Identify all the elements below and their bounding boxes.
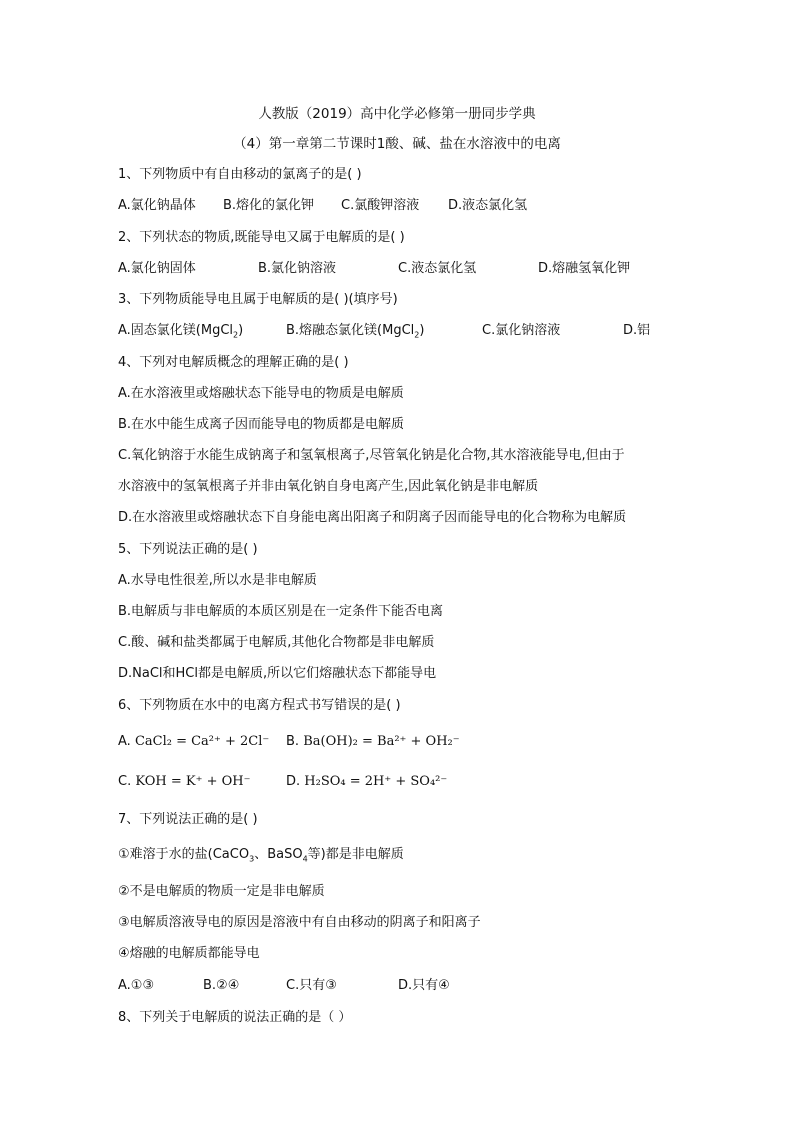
q2-option-c: C.液态氯化氢 — [398, 261, 477, 276]
q6-equation-b: Ba(OH)₂ = Ba²⁺ + OH₂⁻ — [303, 734, 460, 749]
q6-option-d: D. H₂SO₄ = 2H⁺ + SO₄²⁻ — [286, 774, 448, 789]
q5-option-a: A.水导电性很差,所以水是非电解质 — [118, 573, 317, 588]
q5-option-b: B.电解质与非电解质的本质区别是在一定条件下能否电离 — [118, 604, 444, 619]
q5-option-d: D.NaCl和HCl都是电解质,所以它们熔融状态下都能导电 — [118, 666, 437, 681]
q2-option-a: A.氯化钠固体 — [118, 261, 196, 276]
q4-option-a: A.在水溶液里或熔融状态下能导电的物质是电解质 — [118, 386, 404, 401]
document-title: 人教版（2019）高中化学必修第一册同步学典 — [258, 106, 536, 122]
q4-option-b: B.在水中能生成离子因而能导电的物质都是电解质 — [118, 417, 405, 432]
q6-equation-d: H₂SO₄ = 2H⁺ + SO₄²⁻ — [304, 774, 448, 789]
q7-statement-4: ④熔融的电解质都能导电 — [118, 946, 260, 961]
q6-option-a: A. CaCl₂ = Ca²⁺ + 2Cl⁻ — [118, 734, 270, 749]
q3-option-b: B.熔融态氯化镁(MgCl$_2$) — [286, 323, 425, 340]
question-5-stem: 5、下列说法正确的是( ) — [118, 542, 258, 557]
q3-option-d: D.铝 — [623, 323, 651, 338]
q6-equation-c: KOH = K⁺ + OH⁻ — [135, 774, 251, 789]
q6-option-b: B. Ba(OH)₂ = Ba²⁺ + OH₂⁻ — [286, 734, 460, 749]
question-8-stem: 8、下列关于电解质的说法正确的是（ ） — [118, 1010, 352, 1025]
q3-option-a: A.固态氯化镁(MgCl$_2$) — [118, 323, 244, 340]
q5-option-c: C.酸、碱和盐类都属于电解质,其他化合物都是非电解质 — [118, 635, 435, 650]
q3-option-c: C.氯化钠溶液 — [482, 323, 561, 338]
question-7-stem: 7、下列说法正确的是( ) — [118, 812, 258, 827]
q6-equation-a: CaCl₂ = Ca²⁺ + 2Cl⁻ — [134, 734, 270, 749]
q7-statement-2: ②不是电解质的物质一定是非电解质 — [118, 884, 325, 899]
q1-option-a: A.氯化钠晶体 — [118, 198, 196, 213]
q4-option-d: D.在水溶液里或熔融状态下自身能电离出阳离子和阴离子因而能导电的化合物称为电解质 — [118, 510, 627, 525]
q2-option-d: D.熔融氢氧化钾 — [538, 261, 631, 276]
q7-statement-1: ①难溶于水的盐(CaCO$_3$、BaSO$_4$等)都是非电解质 — [118, 847, 404, 864]
q2-option-b: B.氯化钠溶液 — [258, 261, 337, 276]
q7-option-d: D.只有④ — [398, 978, 450, 993]
q4-option-c-line1: C.氧化钠溶于水能生成钠离子和氢氧根离子,尽管氧化钠是化合物,其水溶液能导电,但由于 — [118, 448, 625, 463]
q4-option-c-line2: 水溶液中的氢氧根离子并非由氧化钠自身电离产生,因此氧化钠是非电解质 — [118, 479, 539, 494]
q1-option-d: D.液态氯化氢 — [448, 198, 528, 213]
question-6-stem: 6、下列物质在水中的电离方程式书写错误的是( ) — [118, 698, 401, 713]
question-4-stem: 4、下列对电解质概念的理解正确的是( ) — [118, 355, 349, 370]
q1-option-c: C.氯酸钾溶液 — [341, 198, 420, 213]
question-2-stem: 2、下列状态的物质,既能导电又属于电解质的是( ) — [118, 230, 405, 245]
q1-option-b: B.熔化的氯化钾 — [223, 198, 315, 213]
q7-statement-3: ③电解质溶液导电的原因是溶液中有自由移动的阴离子和阳离子 — [118, 915, 481, 930]
question-3-stem: 3、下列物质能导电且属于电解质的是( )(填序号) — [118, 292, 398, 307]
document-subtitle: （4）第一章第二节课时1酸、碱、盐在水溶液中的电离 — [233, 136, 561, 152]
q7-option-c: C.只有③ — [286, 978, 337, 993]
q7-option-b: B.②④ — [203, 978, 240, 993]
question-1-stem: 1、下列物质中有自由移动的氯离子的是( ) — [118, 167, 362, 182]
q6-option-c: C. KOH = K⁺ + OH⁻ — [118, 774, 251, 789]
q7-option-a: A.①③ — [118, 978, 155, 993]
